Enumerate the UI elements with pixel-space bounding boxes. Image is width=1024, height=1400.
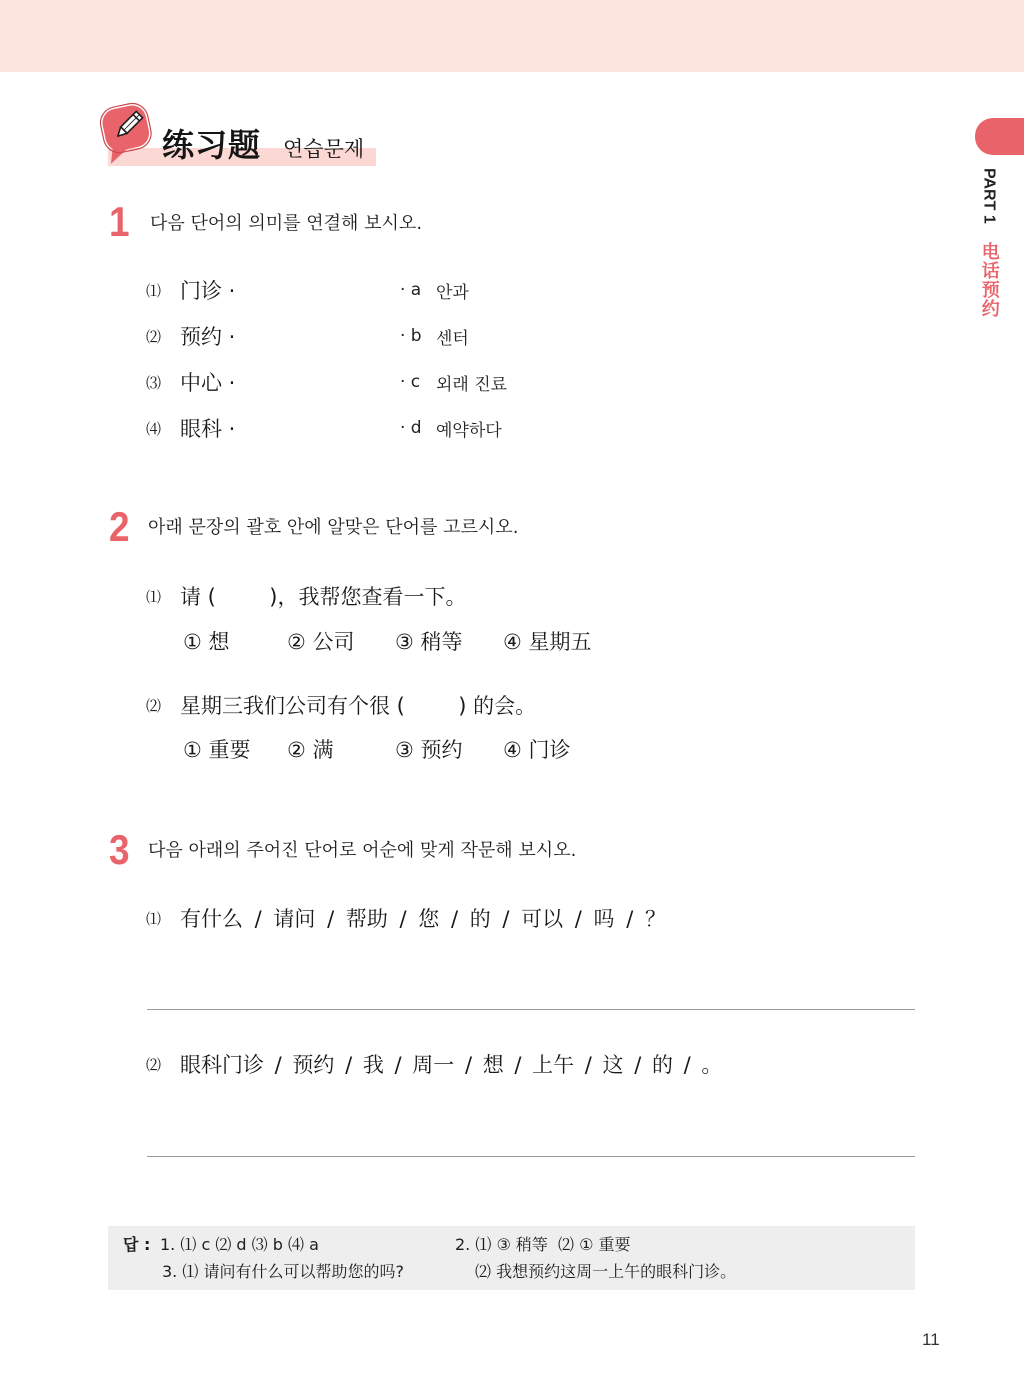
option: ④ 门诊 xyxy=(503,738,571,762)
page-number: 11 xyxy=(922,1330,940,1349)
page-subtitle: 연습문제 xyxy=(283,137,365,161)
option-list xyxy=(0,737,1024,763)
answer-text: 1. ⑴ c ⑵ d ⑶ b ⑷ a xyxy=(160,1235,319,1254)
match-meaning: 안과 xyxy=(436,282,469,303)
match-word: 预约 · xyxy=(180,325,236,349)
item-marker: ⑴ xyxy=(146,281,162,300)
item-marker: ⑵ xyxy=(146,327,162,346)
option: ① 重要 xyxy=(183,738,251,762)
answer-line xyxy=(147,1009,915,1010)
question-row xyxy=(146,692,536,718)
item-marker: ⑶ xyxy=(146,373,162,392)
answer-text: 3. ⑴ 请问有什么可以帮助您的吗? xyxy=(162,1262,404,1281)
item-marker: ⑷ xyxy=(146,419,162,438)
match-left-item xyxy=(146,277,235,303)
top-band xyxy=(0,0,1024,72)
match-word: 中心 · xyxy=(180,371,236,395)
section-number: 2 xyxy=(109,503,130,550)
match-right-item xyxy=(400,369,507,395)
section-number: 1 xyxy=(109,198,130,245)
question-text: 星期三我们公司有个很 ( ) 的会。 xyxy=(180,694,537,718)
item-marker: ⑴ xyxy=(146,587,162,606)
option: ③ 预约 xyxy=(395,738,463,762)
answer-key xyxy=(108,1226,915,1290)
match-left-item xyxy=(146,369,235,395)
item-marker: ⑴ xyxy=(146,909,162,928)
match-right-item xyxy=(400,415,502,441)
match-meaning: 외래 진료 xyxy=(436,374,508,395)
answer-text: ⑵ 我想预约这周一上午的眼科门诊。 xyxy=(475,1262,737,1281)
side-tab-label xyxy=(978,168,999,318)
question-row xyxy=(146,583,466,609)
answer-label: 답 : xyxy=(123,1235,151,1254)
match-letter: · b xyxy=(400,326,422,346)
part-label: PART 1 xyxy=(980,168,998,224)
match-left-item xyxy=(146,415,235,441)
option: ② 满 xyxy=(287,738,334,762)
option: ② 公司 xyxy=(287,630,355,654)
item-marker: ⑵ xyxy=(146,696,162,715)
match-word: 眼科 · xyxy=(180,417,236,441)
pencil-bubble-icon xyxy=(95,100,157,164)
match-right-item xyxy=(400,323,469,349)
option: ③ 稍等 xyxy=(395,630,463,654)
match-left-item xyxy=(146,323,235,349)
match-letter: · d xyxy=(400,418,422,438)
side-tab xyxy=(975,118,1024,155)
answer-line xyxy=(147,1156,915,1157)
match-meaning: 센터 xyxy=(436,328,469,349)
chapter-label: 电话预约 xyxy=(978,241,1000,318)
section-instruction: 다음 아래의 주어진 단어로 어순에 맞게 작문해 보시오. xyxy=(148,840,577,861)
section-instruction: 아래 문장의 괄호 안에 알맞은 단어를 고르시오. xyxy=(148,517,519,538)
answer-text: 2. ⑴ ③ 稍等 ⑵ ① 重要 xyxy=(455,1235,631,1254)
match-meaning: 예약하다 xyxy=(436,420,502,441)
page-title: 练习题 xyxy=(162,126,262,164)
question-text: 请 ( )，我帮您查看一下。 xyxy=(180,585,467,609)
question-row xyxy=(146,1051,722,1077)
match-word: 门诊 · xyxy=(180,279,236,303)
question-text: 眼科门诊 / 预约 / 我 / 周一 / 想 / 上午 / 这 / 的 / 。 xyxy=(180,1053,723,1077)
question-row xyxy=(146,905,666,931)
section-number: 3 xyxy=(109,826,130,873)
item-marker: ⑵ xyxy=(146,1055,162,1074)
match-right-item xyxy=(400,277,469,303)
option: ① 想 xyxy=(183,630,230,654)
match-letter: · c xyxy=(400,372,421,392)
section-instruction: 다음 단어의 의미를 연결해 보시오. xyxy=(150,213,423,234)
match-letter: · a xyxy=(400,280,422,300)
question-text: 有什么 / 请问 / 帮助 / 您 / 的 / 可以 / 吗 / ？ xyxy=(180,907,666,931)
option-list xyxy=(0,629,1024,655)
option: ④ 星期五 xyxy=(503,630,592,654)
